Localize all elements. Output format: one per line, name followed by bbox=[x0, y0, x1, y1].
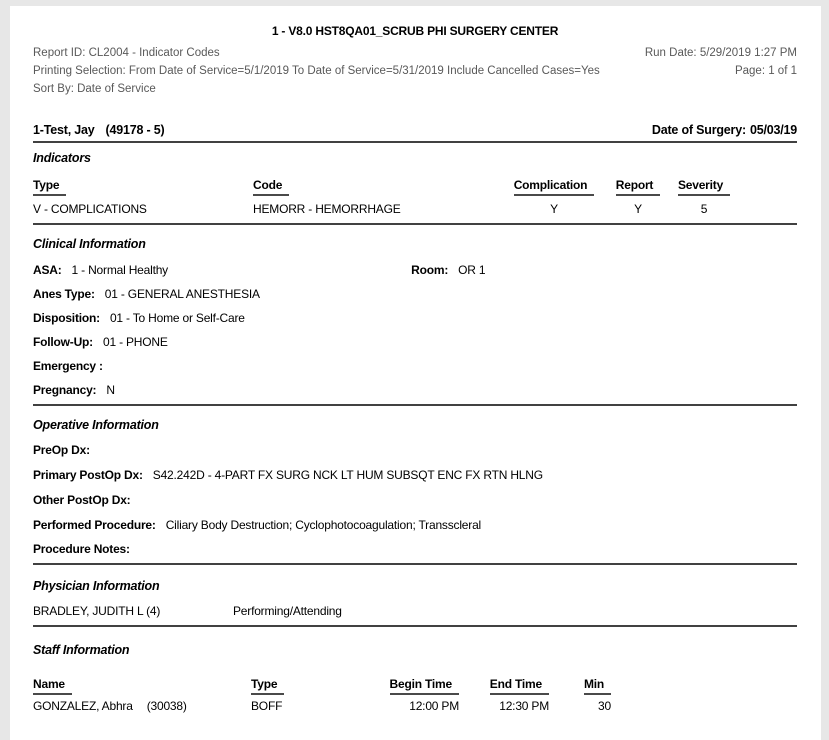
staff-col-end-time: End Time bbox=[459, 677, 549, 695]
indicator-row bbox=[33, 202, 797, 216]
report-id: Report ID: CL2004 - Indicator Codes bbox=[33, 47, 220, 59]
performed-procedure-value: Ciliary Body Destruction; Cyclophotocoagulation; Transscleral bbox=[165, 518, 482, 532]
pregnancy-row bbox=[33, 384, 797, 397]
section-divider bbox=[33, 404, 797, 406]
staff-type: BOFF bbox=[251, 699, 283, 713]
run-date: Run Date: 5/29/2019 1:27 PM bbox=[644, 47, 797, 59]
anes-type-value: 01 - GENERAL ANESTHESIA bbox=[104, 287, 260, 301]
printing-selection: Printing Selection: From Date of Service=5/1/2019 To Date of Service=5/31/2019 Include Cancelled Cases=Yes bbox=[33, 65, 600, 77]
staff-row bbox=[33, 699, 797, 713]
indicators-table-header bbox=[33, 178, 797, 196]
patient-identity bbox=[33, 123, 175, 137]
report-meta-row-2 bbox=[33, 65, 797, 78]
staff-col-name: Name bbox=[33, 677, 251, 695]
other-postop-dx-row bbox=[33, 494, 797, 507]
indicators-heading: Indicators bbox=[33, 151, 91, 165]
indicators-col-severity: Severity bbox=[672, 178, 736, 196]
indicators-col-report: Report bbox=[608, 178, 668, 196]
anes-type-label: Anes Type: bbox=[33, 287, 95, 301]
performed-procedure-label: Performed Procedure: bbox=[33, 518, 156, 532]
patient-id: (49178 - 5) bbox=[105, 123, 165, 137]
follow-up-label: Follow-Up: bbox=[33, 335, 93, 349]
section-divider bbox=[33, 223, 797, 225]
indicator-complication: Y bbox=[550, 202, 558, 216]
date-of-surgery bbox=[648, 123, 797, 137]
sort-by: Sort By: Date of Service bbox=[33, 83, 156, 95]
date-of-surgery-value: 05/03/19 bbox=[749, 123, 797, 137]
other-postop-dx-label: Other PostOp Dx: bbox=[33, 493, 131, 507]
indicators-col-type: Type bbox=[33, 178, 253, 196]
patient-name: 1-Test, Jay bbox=[33, 123, 95, 137]
asa-room-row bbox=[33, 264, 797, 277]
report-title: 1 - V8.0 HST8QA01_SCRUB PHI SURGERY CENTER bbox=[271, 24, 559, 38]
physician-role: Performing/Attending bbox=[233, 604, 342, 618]
staff-col-min: Min bbox=[549, 677, 611, 695]
disposition-value: 01 - To Home or Self-Care bbox=[109, 311, 245, 325]
patient-header bbox=[33, 123, 797, 143]
page-number: Page: 1 of 1 bbox=[734, 65, 797, 77]
report-page bbox=[10, 6, 821, 740]
preop-dx-label: PreOp Dx: bbox=[33, 443, 90, 457]
primary-postop-dx-value: S42.242D - 4-PART FX SURG NCK LT HUM SUBSQT ENC FX RTN HLNG bbox=[152, 468, 543, 482]
indicators-col-complication: Complication bbox=[508, 178, 600, 196]
procedure-notes-row bbox=[33, 543, 797, 556]
pregnancy-value: N bbox=[106, 383, 115, 397]
staff-heading: Staff Information bbox=[33, 643, 130, 657]
physician-heading: Physician Information bbox=[33, 579, 160, 593]
room-value: OR 1 bbox=[458, 263, 486, 277]
performed-procedure-row bbox=[33, 519, 797, 532]
room-label: Room: bbox=[411, 263, 449, 277]
indicator-type: V - COMPLICATIONS bbox=[33, 202, 147, 216]
asa-value: 1 - Normal Healthy bbox=[71, 263, 168, 277]
report-meta-row-1 bbox=[33, 47, 797, 60]
anes-type-row bbox=[33, 288, 797, 301]
primary-postop-dx-row bbox=[33, 469, 797, 482]
staff-col-begin-time: Begin Time bbox=[384, 677, 459, 695]
emergency-row bbox=[33, 360, 797, 373]
indicator-severity: 5 bbox=[700, 202, 708, 216]
room-field bbox=[411, 263, 485, 277]
date-of-surgery-label: Date of Surgery: bbox=[651, 123, 746, 137]
preop-dx-row bbox=[33, 444, 797, 457]
indicators-col-code: Code bbox=[253, 178, 508, 196]
follow-up-value: 01 - PHONE bbox=[102, 335, 168, 349]
staff-begin-time: 12:00 PM bbox=[409, 699, 459, 713]
disposition-label: Disposition: bbox=[33, 311, 100, 325]
indicator-report: Y bbox=[634, 202, 642, 216]
physician-row bbox=[33, 605, 797, 627]
staff-id: (30038) bbox=[146, 699, 187, 713]
clinical-heading: Clinical Information bbox=[33, 237, 146, 251]
disposition-row bbox=[33, 312, 797, 325]
emergency-label: Emergency : bbox=[33, 359, 103, 373]
staff-table-header bbox=[33, 677, 797, 695]
primary-postop-dx-label: Primary PostOp Dx: bbox=[33, 468, 143, 482]
asa-label: ASA: bbox=[33, 263, 62, 277]
staff-col-type: Type bbox=[251, 677, 384, 695]
section-divider bbox=[33, 563, 797, 565]
operative-heading: Operative Information bbox=[33, 418, 159, 432]
indicator-code: HEMORR - HEMORRHAGE bbox=[253, 202, 401, 216]
staff-min: 30 bbox=[598, 699, 611, 713]
staff-end-time: 12:30 PM bbox=[499, 699, 549, 713]
physician-name: BRADLEY, JUDITH L (4) bbox=[33, 604, 161, 618]
staff-name-cell bbox=[33, 699, 251, 713]
asa-field bbox=[33, 264, 408, 277]
report-meta-row-3 bbox=[33, 83, 797, 96]
procedure-notes-label: Procedure Notes: bbox=[33, 542, 130, 556]
pregnancy-label: Pregnancy: bbox=[33, 383, 97, 397]
follow-up-row bbox=[33, 336, 797, 349]
staff-name: GONZALEZ, Abhra bbox=[33, 699, 133, 713]
